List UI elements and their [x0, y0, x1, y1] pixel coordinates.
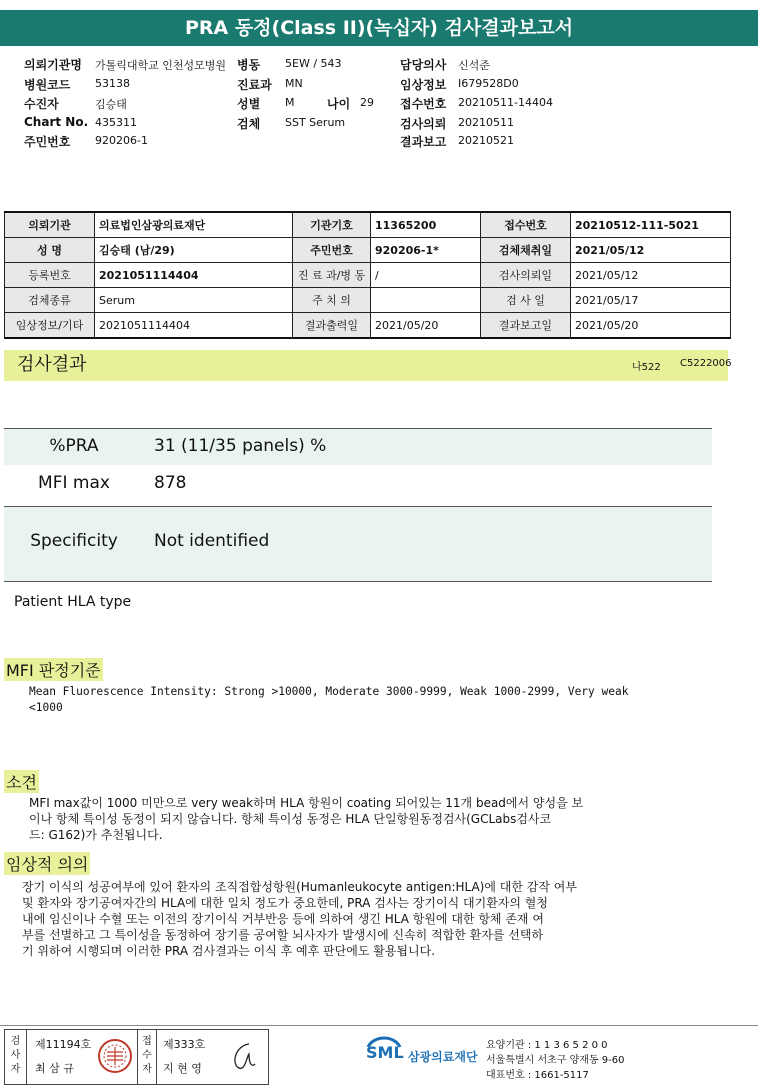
table-cell: /	[371, 263, 481, 288]
clinical-title: 임상적 의의	[4, 852, 90, 875]
receiver-label	[137, 1030, 157, 1084]
header-value: I679528D0	[458, 77, 519, 90]
header-label: 접수번호	[400, 97, 447, 111]
table-cell: Serum	[95, 288, 293, 313]
specificity-value: Not identified	[154, 531, 270, 551]
table-cell: 주 치 의	[293, 288, 371, 313]
table-cell: 검 사 일	[481, 288, 571, 313]
header-value: 20210521	[458, 134, 514, 147]
clinical-text-4: 부를 선별하고 그 특이성을 동정하여 장기를 공여할 뇌사자가 발생시에 신속히 적합한 환자를 선택하	[22, 928, 544, 942]
tester-label-text: 검사자	[10, 1036, 21, 1075]
tester-label	[5, 1030, 27, 1084]
pra-label: %PRA	[49, 436, 99, 456]
opinion-text-3: 드: G162)가 추천됩니다.	[29, 828, 163, 842]
header-label: 진료과	[237, 78, 272, 92]
header-label: 임상정보	[400, 78, 447, 92]
receiver-cert: 제333호	[163, 1038, 206, 1051]
header-label: 수진자	[24, 97, 59, 111]
header-value: 920206-1	[95, 134, 148, 147]
specificity-label: Specificity	[30, 531, 118, 551]
table-cell: 검체종류	[5, 288, 95, 313]
table-cell: 성 명	[5, 238, 95, 263]
mfi-criteria-text-1: Mean Fluorescence Intensity: Strong >10000, Moderate 3000-9999, Weak 1000-2999, Very weak	[29, 685, 629, 698]
table-cell: 의료법인삼광의료재단	[95, 212, 293, 238]
header-value: 20210511	[458, 116, 514, 129]
header-label: 담당의사	[400, 58, 447, 72]
header-value: MN	[285, 77, 303, 90]
table-cell: 접수번호	[481, 212, 571, 238]
seal-icon	[97, 1038, 133, 1074]
clinical-text-1: 장기 이식의 성공여부에 있어 환자의 조직접합성항원(Humanleukocyte antigen:HLA)에 대한 감작 여부	[22, 880, 577, 894]
table-cell: 임상정보/기타	[5, 313, 95, 339]
table-cell: 검체채취일	[481, 238, 571, 263]
mfi-criteria-title: MFI 판정기준	[4, 658, 103, 681]
header-value: 신석준	[458, 59, 490, 72]
clinical-text-3: 내에 임신이나 수혈 또는 이전의 장기이식 거부반응 등에 의하여 생긴 HLA 항원에 대한 항체 존재 여	[22, 912, 544, 926]
header-value: 5EW / 543	[285, 57, 342, 70]
address: 서울특별시 서초구 양재동 9-60	[486, 1055, 625, 1066]
table-cell: 2021051114404	[95, 313, 293, 339]
tester-cert: 제11194호	[35, 1038, 92, 1051]
receiver-name: 지 현 영	[163, 1062, 202, 1075]
receiver-label-text: 접수자	[142, 1036, 152, 1075]
age-label: 나이	[327, 97, 351, 111]
footer-divider	[0, 1025, 758, 1026]
patient-hla-label: Patient HLA type	[14, 594, 132, 610]
phone: 대표번호 : 1661-5117	[486, 1070, 589, 1081]
result-code: C5222006	[680, 358, 732, 369]
table-row	[5, 313, 731, 339]
table-cell	[371, 288, 481, 313]
table-cell: 기관기호	[293, 212, 371, 238]
signature-icon	[225, 1038, 261, 1074]
specificity-row	[4, 507, 712, 582]
opinion-text-1: MFI max값이 1000 미만으로 very weak하며 HLA 항원이 coating 되어있는 11개 bead에서 양성을 보	[29, 796, 584, 810]
table-cell: 11365200	[371, 212, 481, 238]
mfi-criteria-text-2: <1000	[29, 701, 63, 714]
table-cell: 등록번호	[5, 263, 95, 288]
clinical-text-5: 기 위하여 시행되며 이러한 PRA 검사결과는 이식 후 예후 판단에도 활용됩니다.	[22, 944, 436, 958]
table-cell: 2021051114404	[95, 263, 293, 288]
result-header-bar	[4, 350, 728, 381]
pra-value: 31 (11/35 panels) %	[154, 436, 327, 456]
table-row	[5, 288, 731, 313]
header-label: 검체	[237, 117, 261, 131]
patient-info-table	[4, 211, 731, 339]
mfi-label: MFI max	[38, 473, 110, 493]
opinion-title: 소견	[4, 770, 39, 793]
header-value: 가톨릭대학교 인천성모병원	[95, 59, 227, 72]
header-value: 김승태	[95, 98, 127, 111]
table-cell: 920206-1*	[371, 238, 481, 263]
table-cell: 2021/05/12	[571, 263, 731, 288]
header-value: 53138	[95, 77, 130, 90]
table-cell: 2021/05/20	[371, 313, 481, 339]
table-cell: 2021/05/17	[571, 288, 731, 313]
header-label: 검사의뢰	[400, 117, 447, 131]
header-label: 병원코드	[24, 78, 71, 92]
sml-logo-text: SML	[366, 1043, 404, 1062]
table-cell: 검사의뢰일	[481, 263, 571, 288]
table-cell: 주민번호	[293, 238, 371, 263]
table-cell: 2021/05/20	[571, 313, 731, 339]
header-value: M	[285, 96, 295, 109]
table-cell: 결과보고일	[481, 313, 571, 339]
table-cell: 의뢰기관	[5, 212, 95, 238]
org-name: 삼광의료재단	[408, 1050, 478, 1064]
header-value: SST Serum	[285, 116, 346, 129]
table-row	[5, 238, 731, 263]
header-label: 주민번호	[24, 135, 71, 149]
header-label: 성별	[237, 97, 261, 111]
age-value: 29	[360, 96, 374, 109]
header-value: 20210511-14404	[458, 96, 553, 109]
header-value: 435311	[95, 116, 137, 129]
result-title: 검사결과	[17, 354, 87, 375]
institution-code: 요양기관 : 1 1 3 6 5 2 0 0	[486, 1040, 608, 1051]
header-label: 의뢰기관명	[24, 58, 82, 72]
table-row	[5, 263, 731, 288]
table-cell: 진 료 과/병 동	[293, 263, 371, 288]
table-row	[5, 212, 731, 238]
tester-name: 최 삼 규	[35, 1062, 74, 1075]
signature-box	[4, 1029, 269, 1085]
mfi-row	[4, 465, 712, 507]
header-label: 병동	[237, 58, 261, 72]
header-label: 결과보고	[400, 135, 447, 149]
table-cell: 결과출력일	[293, 313, 371, 339]
table-cell: 김승태 (남/29)	[95, 238, 293, 263]
clinical-text-2: 및 환자와 장기공여자간의 HLA에 대한 일치 정도가 중요한데, PRA 검사는 장기이식 대기환자의 혈청	[22, 896, 548, 910]
opinion-text-2: 이나 항체 특이성 동정이 되지 않습니다. 항체 특이성 동정은 HLA 단일항원동정검사(GCLabs검사코	[29, 812, 552, 826]
mfi-value: 878	[154, 473, 187, 493]
table-cell: 20210512-111-5021	[571, 212, 731, 238]
report-title: PRA 동정(Class II)(녹십자) 검사결과보고서	[0, 10, 758, 46]
header-label: Chart No.	[24, 115, 89, 129]
table-cell: 2021/05/12	[571, 238, 731, 263]
pra-row	[4, 428, 712, 466]
result-code: 나522	[632, 362, 661, 373]
